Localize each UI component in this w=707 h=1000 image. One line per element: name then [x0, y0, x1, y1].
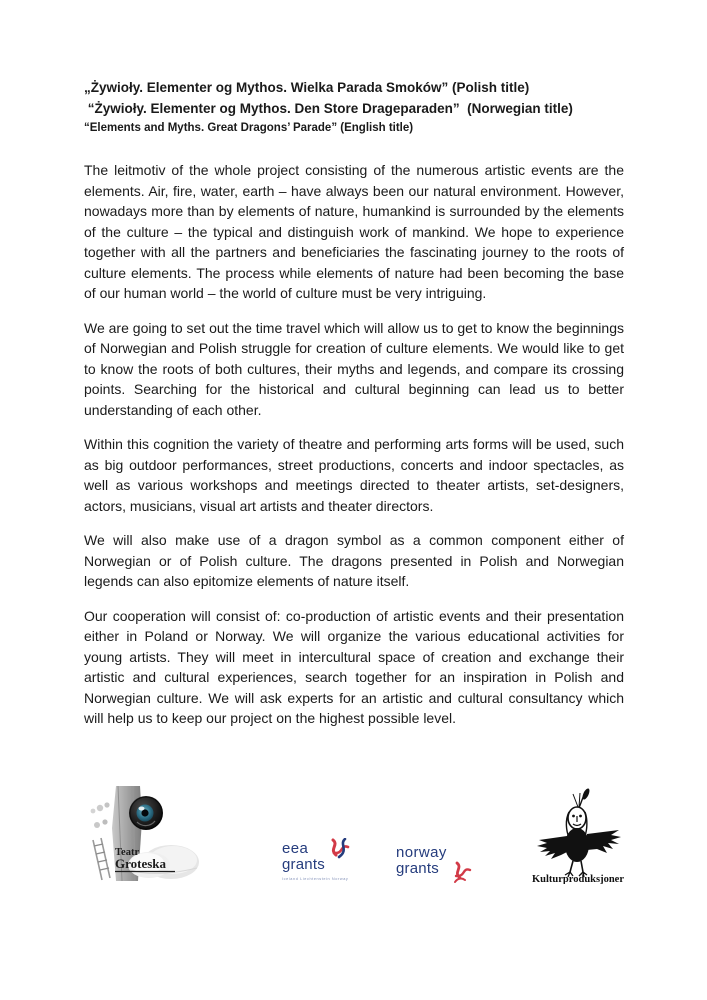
eea-countries-label: Iceland Liechtenstein Norway [282, 877, 349, 881]
paragraph-theatre-forms: Within this cognition the variety of theatre and performing arts forms will be used, such as big outdoor performances, street productions, concerts and indoor spectacles, as well as various workshops and meetings directed to theater artists, set-designers, actors, musicians, visual art artists and theater directors. [84, 436, 624, 514]
kulturproduksjoner-label: Kulturproduksjoner [532, 874, 624, 884]
groteska-label-teatr: Teatr [115, 847, 140, 858]
title-norwegian: “Żywioły. Elementer og Mythos. Den Store Drageparaden” (Norwegian title) [84, 100, 573, 116]
norway-grants-logo [395, 843, 475, 887]
title-english: “Elements and Myths. Great Dragons’ Parade” (English title) [84, 122, 414, 134]
norway-label-line2: grants [396, 860, 439, 877]
norway-grants-logo-icon [395, 843, 475, 887]
paragraph-time-travel: We are going to set out the time travel which will allow us to get to know the beginnings of Norwegian and Polish struggle for creation of culture elements. We would like to get to know the roots of both cultures, their myths and legends, and compare its crossing points. Searching for the historical and cultural beginning can lead us to better understanding of each other. [84, 319, 624, 418]
paragraph-leitmotiv: The leitmotiv of the whole project consisting of the numerous artistic events are the elements. Air, fire, water, earth – have always been our natural environment. However, nowadays more than by elements of nature, humankind is surrounded by the elements of the culture – the typical and distinguish work of mankind. We hope to experience together with all the partners and beneficiaries the fascinating journey to the roots of culture elements. The process while elements of nature had been becoming the base of our human world – the world of culture must be very intriguing. [84, 162, 624, 301]
kulturproduksjoner-bird-icon [523, 788, 635, 884]
kulturproduksjoner-logo [523, 788, 635, 884]
eea-grants-logo [281, 838, 355, 888]
eea-label-line2: grants [282, 856, 325, 873]
title-block [84, 78, 624, 138]
title-polish: „Żywioły. Elementer og Mythos. Wielka Parada Smoków” (Polish title) [84, 80, 530, 95]
document-content [84, 78, 624, 743]
teatr-groteska-logo [85, 786, 200, 884]
eea-label-line1: eea [282, 840, 309, 857]
norway-label-line1: norway [396, 844, 447, 861]
groteska-label-groteska: Groteska [115, 856, 167, 871]
paragraph-cooperation: Our cooperation will consist of: co-production of artistic events and their presentation either in Poland or Norway. We will organize the various educational activities for young artists. They will meet in intercultural space of creation and exchange their artistic and cultural experiences, search together for an inspiration in Polish and Norwegian culture. We will ask experts for an artistic and cultural consultancy which will help us to keep our project on the highest possible level. [84, 607, 624, 726]
paragraph-dragon-symbol: We will also make use of a dragon symbol as a common component either of Norwegian or of Polish culture. The dragons presented in Polish and Norwegian legends can also epitomize elements of nature itself. [84, 532, 624, 589]
teatr-groteska-logo-icon [85, 786, 200, 884]
eea-grants-logo-icon [281, 838, 355, 888]
